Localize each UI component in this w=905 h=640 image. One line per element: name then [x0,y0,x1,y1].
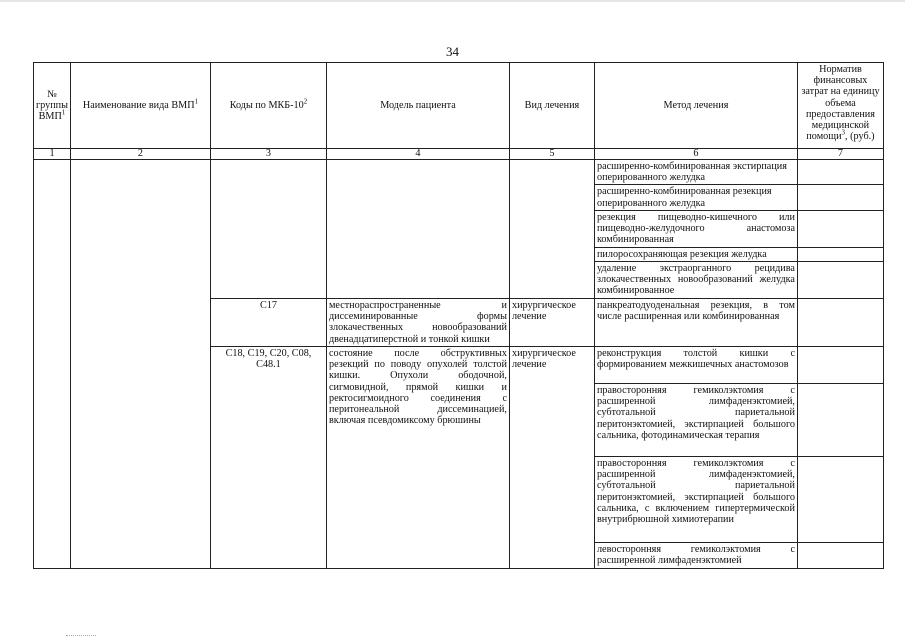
method-cell: реконструкция толстой кишки с формированием межкишечных анастомозов [594,347,797,384]
patient-model-cell: местнораспространенные и диссеминированные формы злокачественных новообразований двенадцатиперстной и тонкой кишки [326,299,509,347]
method-cell: удаление экстраорганного рецидива злокачественных новообразований желудка комбинированное [594,262,797,299]
treatment-type-cell [509,160,594,299]
cost-cell [797,210,883,247]
method-cell: расширенно-комбинированная экстирпация оперированного желудка [594,160,797,185]
cost-cell [797,185,883,210]
treatment-type-cell: хирургическое лечение [509,299,594,347]
icd-code-cell: C18, C19, C20, C08, C48.1 [210,347,326,569]
header-cost-norm: Норматив финансовых затрат на единицу объема предоставления медицинской помощи$^3$, (руб.) [797,63,883,149]
header-group-number: № группы ВМП$^1$ [34,63,71,149]
vmp-table [33,62,884,569]
vmp-name-cell [70,160,210,569]
method-cell: панкреатодуоденальная резекция, в том числе расширенная или комбинированная [594,299,797,347]
column-number: 6 [594,149,797,160]
column-number: 1 [34,149,71,160]
header-vmp-name: Наименование вида ВМП$^1$ [70,63,210,149]
method-cell: левосторонняя гемиколэктомия с расширенной лимфаденэктомией [594,543,797,569]
cost-cell [797,299,883,347]
column-number-row [34,149,884,160]
column-number: 5 [509,149,594,160]
method-cell: правосторонняя гемиколэктомия с расширенной лимфаденэктомией, субтотальной париетальной перитонэктомией, экстирпацией большого сальника, фотодинамическая терапия [594,384,797,457]
column-number: 4 [326,149,509,160]
cost-cell [797,543,883,569]
method-cell: резекция пищеводно-кишечного или пищеводно-желудочного анастомоза комбинированная [594,210,797,247]
column-number: 3 [210,149,326,160]
treatment-type-cell: хирургическое лечение [509,347,594,569]
cost-cell [797,247,883,261]
cost-cell [797,384,883,457]
header-treatment-method: Метод лечения [594,63,797,149]
header-treatment-type: Вид лечения [509,63,594,149]
method-cell: правосторонняя гемиколэктомия с расширенной лимфаденэктомией, субтотальной париетальной перитонэктомией, экстирпацией большого сальника, с включением гипертермической внутрибрюшной химиотерапии [594,457,797,543]
method-cell: расширенно-комбинированная резекция оперированного желудка [594,185,797,210]
patient-model-cell: состояние после обструктивных резекций по поводу опухолей толстой кишки. Опухоли ободочной, сигмовидной, прямой кишки и ректосигмоидного соединения с перитонеальной диссеминацией, включая псевдомиксому брюшины [326,347,509,569]
table-row [34,160,884,185]
header-icd-codes: Коды по МКБ-$10^2$ [210,63,326,149]
cost-cell [797,262,883,299]
table-header-row [34,63,884,149]
page-number: 34 [446,44,459,59]
header-patient-model: Модель пациента [326,63,509,149]
group-number-cell [34,160,71,569]
icd-code-cell: C17 [210,299,326,347]
cost-cell [797,160,883,185]
cost-cell [797,457,883,543]
scan-top-edge [0,0,905,2]
cost-cell [797,347,883,384]
method-cell: пилоросохраняющая резекция желудка [594,247,797,261]
patient-model-cell [326,160,509,299]
icd-code-cell [210,160,326,299]
scan-footer-mark [66,635,96,636]
column-number: 7 [797,149,883,160]
column-number: 2 [70,149,210,160]
